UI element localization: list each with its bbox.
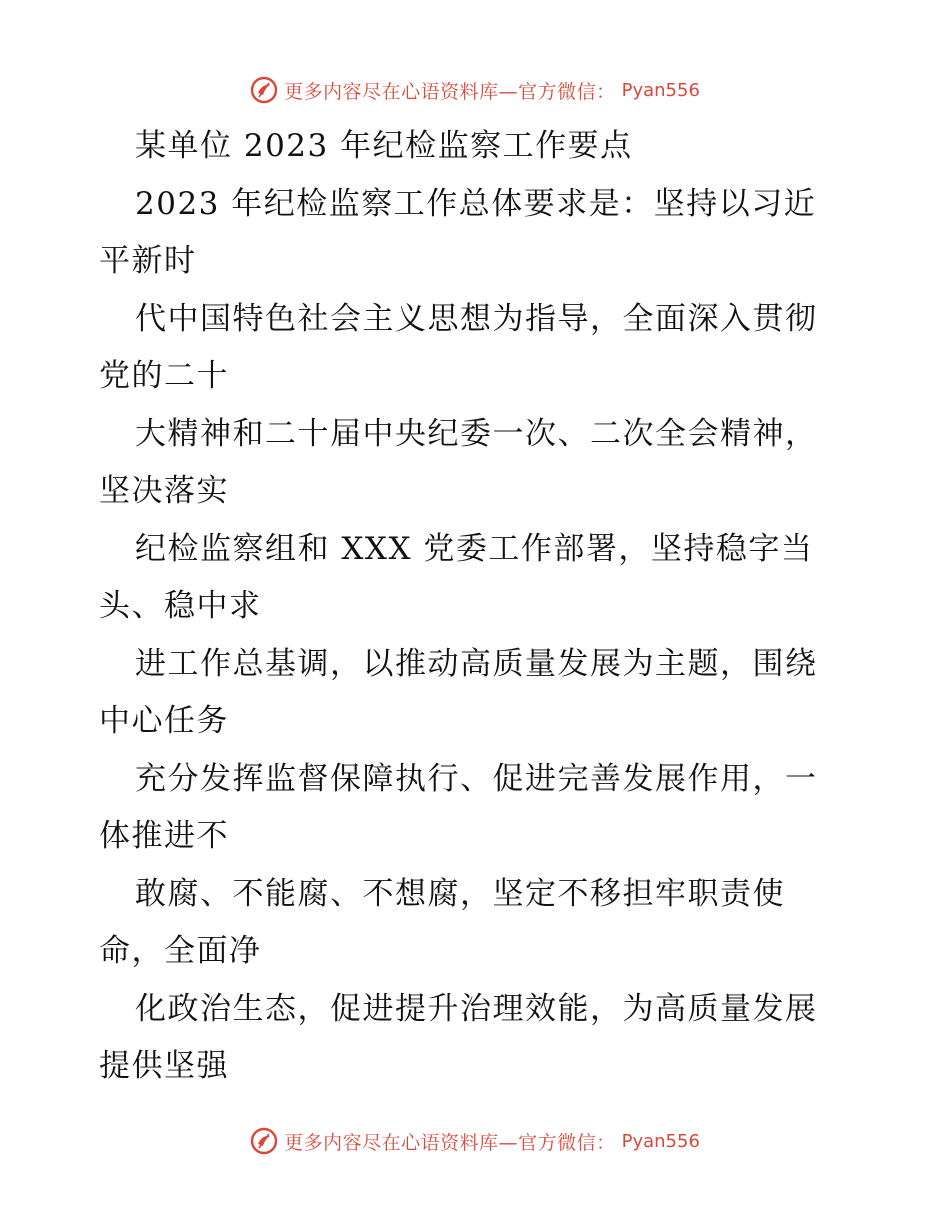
text-line: 体推进不 [99,818,229,854]
text-line: 化政治生态，促进提升治理效能，为高质量发展 [135,990,818,1027]
watermark-handle: Pyan556 [621,1130,700,1152]
text-line: 大精神和二十届中央纪委一次、二次全会精神， [135,415,818,452]
text-line: 某单位 2023 年纪检监察工作要点 [135,128,633,164]
text-line: 进工作总基调，以推动高质量发展为主题，围绕 [135,645,818,682]
watermark-text: 更多内容尽在心语资料库—官方微信： [284,1131,616,1154]
text-line: 平新时 [99,243,197,279]
text-line: 头、稳中求 [99,588,262,624]
watermark-handle: Pyan556 [621,79,700,101]
footer-watermark [0,1124,950,1158]
text-line: 坚决落实 [99,473,229,509]
header-watermark [0,73,950,107]
watermark-text: 更多内容尽在心语资料库—官方微信： [284,80,616,103]
text-line: 中心任务 [99,703,229,739]
text-line: 党的二十 [99,358,229,394]
seal-logo-icon [250,76,278,104]
text-line: 充分发挥监督保障执行、促进完善发展作用，一 [135,760,818,797]
text-line: 提供坚强 [99,1048,229,1084]
text-line: 命，全面净 [99,933,262,969]
text-line: 纪检监察组和 XXX 党委工作部署，坚持稳字当 [135,530,814,567]
text-line: 敢腐、不能腐、不想腐，坚定不移担牢职责使 [135,875,785,912]
document-body [99,118,879,1096]
text-line: 2023 年纪检监察工作总体要求是：坚持以习近 [135,185,817,222]
seal-logo-icon [250,1127,278,1155]
text-line: 代中国特色社会主义思想为指导，全面深入贯彻 [135,300,818,337]
